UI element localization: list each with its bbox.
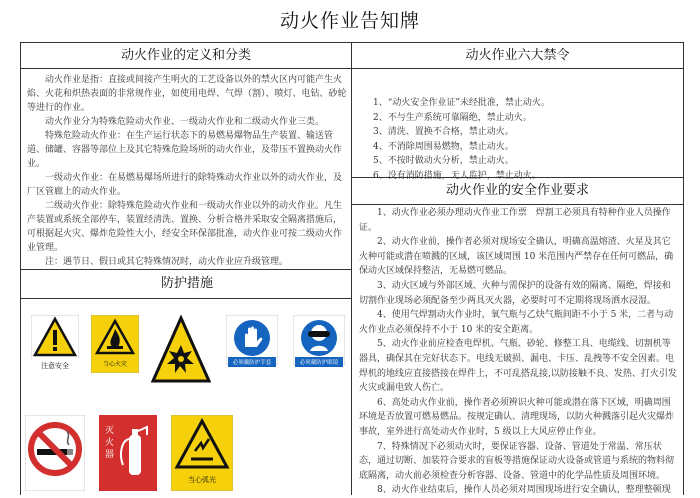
column-divider [351, 43, 352, 495]
requirements-list [359, 206, 677, 498]
definition-paragraph: 二级动火作业：除特殊危险动火作业和一级动火作业以外的动火作业。凡生产装置或系统全部停车，装置经清洗、置换、分析合格并采取安全隔离措施后，可根据起火灾、爆炸危险性大小，经安全环保部批准，动火作业可按二级动火作业管理。 [27, 201, 343, 253]
prohibition-item: 1、“动火安全作业证”未经批准，禁止动火。 [373, 98, 550, 108]
definition-paragraph: 特殊危险动火作业：在生产运行状态下的易燃易爆物品生产装置、输送管道、储罐、容器等部位上及其它特殊危险场所的动火作业，及带压不置换动火作业。 [27, 131, 343, 169]
wear-goggles-sign [293, 315, 345, 387]
prohibition-item: 5、不按时做动火分析，禁止动火。 [373, 156, 514, 166]
arc-caution-sign [171, 415, 233, 490]
no-smoking-sign [25, 415, 85, 490]
definition-heading: 动火作业的定义和分类 [21, 43, 351, 69]
sign-caption: 灭火器 [105, 426, 115, 460]
sign-caption: 当心弧光 [188, 476, 216, 484]
requirement-item: 7、特殊情况下必须动火时，要保证容器、设备、管道处于常温、常压状态，通过切断、加装符合要求的盲板等措施保证动火设备或管道与系统的物料彻底隔离，动火前必须检查分析容器、设备、管道中的化学品性质及周围环境。 [359, 441, 675, 481]
prohibition-item: 6、没有消防措施，无人监护，禁止动火。 [373, 170, 541, 181]
protection-heading [21, 269, 351, 299]
requirements-heading: 动火作业的安全作业要求 [352, 177, 683, 205]
definition-paragraph: 一级动火作业：在易燃易爆场所进行的除特殊动火作业以外的动火作业，及厂区管廊上的动火作业。 [27, 173, 343, 197]
sign-caption: 必须戴防护手套 [232, 360, 272, 366]
prohibition-item: 2、不与生产系统可靠隔绝，禁止动火。 [373, 112, 532, 123]
prohibition-item: 4、不消除周围易燃物，禁止动火。 [373, 141, 514, 152]
definition-paragraph: 动火作业是指：直接或间接产生明火的工艺设备以外的禁火区内可能产生火焰、火花和炽热表面的非常规作业，如使用电焊、气焊（割）、喷灯、电钻、砂轮等进行的作业。 [27, 75, 347, 113]
requirement-item: 2、动火作业前，操作者必须对现场安全确认，明确高温熔渣、火星及其它火种可能或潜在喷溅的区域，该区域周围 10 米范围内严禁存在任何可燃品，确保动火区域保持整洁，无易燃可燃品。 [359, 237, 674, 277]
requirement-item: 4、使用气焊割动火作业时，氧气瓶与乙炔气瓶间距不小于 5 米，二者与动火作业点必须保持不小于 10 米的安全距离。 [359, 310, 674, 335]
no-smoking-circle-icon [25, 415, 85, 491]
wear-protective-gloves-sign [226, 315, 278, 387]
notice-board-table [20, 42, 684, 495]
sign-caption-bar [295, 357, 343, 367]
fire-caution-sign [91, 315, 139, 385]
requirement-item: 6、高处动火作业前，操作者必须辨识火种可能或潜在落下区域，明确周围环境是否放置可燃易燃品。按规定确认、清理现场，以防火种溅落引起火灾爆炸事故，室外进行高处动火作业时，5 级以上大风应停止作业。 [359, 397, 675, 437]
prohibitions-heading: 动火作业六大禁令 [352, 43, 683, 69]
explosion-triangle-icon [151, 315, 211, 385]
prohibition-item: 3、清洗、置换不合格，禁止动火。 [373, 127, 514, 137]
sign-caption: 当心火灾 [102, 361, 127, 368]
requirement-item: 8、动火作业结束后，操作人员必须对周围现场进行安全确认，整理整顿现 [377, 485, 671, 496]
definition-section [27, 73, 347, 269]
definition-paragraph: 动火作业分为特殊危险动火作业、一级动火作业和二级动火作业三类。 [45, 117, 325, 127]
prohibitions-list [373, 96, 673, 183]
safety-attention-sign [31, 315, 79, 385]
requirement-item: 5、动火作业前应检查电焊机、气瓶、砂轮、修整工具、电缆线、切割机等器具，确保其在完好状态下。电线无破损、漏电、卡压、乱拽等不安全因素。电焊机的地线应直接搭接在焊件上，不可乱搭乱接,以防接触不良、发热、打火引发火灾或漏电致人伤亡。 [359, 339, 677, 394]
protection-heading-text: 防护措施 [161, 276, 214, 291]
sign-caption-bar [228, 357, 276, 367]
explosion-caution-sign [151, 315, 211, 387]
requirement-item: 1、动火作业必须办理动火作业工作票 焊割工必须具有特种作业人员操作证。 [359, 208, 671, 233]
sign-caption: 必须戴防护眼镜 [299, 360, 339, 366]
sign-caption: 注意安全 [41, 362, 69, 370]
requirement-item: 3、动火区域与外部区域、火种与需保护的设备有效的隔离、隔绝，焊接和切割作业现场必须配备至少两具灭火器，必要时可不定期将现场洒水浸湿。 [359, 280, 671, 306]
definition-paragraph: 注：遇节日、假日或其它特殊情况时，动火作业应升级管理。 [45, 257, 289, 267]
page-title: 动火作业告知牌 [279, 10, 420, 32]
fire-extinguisher-sign [99, 415, 157, 490]
